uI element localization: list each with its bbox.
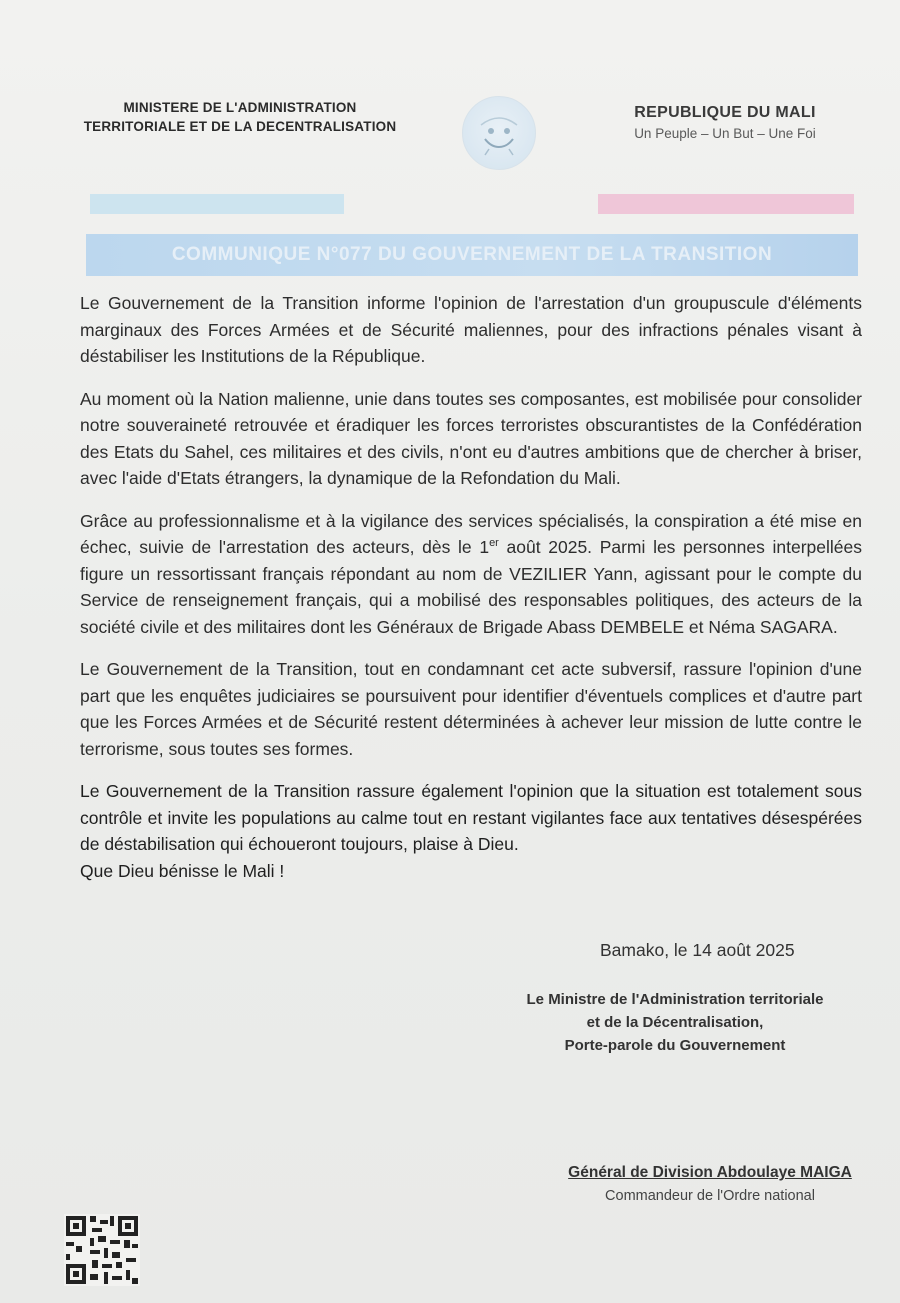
paragraph-3	[80, 508, 862, 641]
republic-header	[600, 104, 850, 141]
communique-title: COMMUNIQUE N°077 DU GOUVERNEMENT DE LA TRANSITION	[171, 244, 773, 265]
ministry-line-1: MINISTERE DE L'ADMINISTRATION	[123, 100, 357, 115]
signatory-line-2: et de la Décentralisation,	[586, 1014, 764, 1031]
paragraph-3-part-b: août 2025. Parmi les personnes interpellées figure un ressortissant français répondant au nom de VEZILIER Yann, agissant pour le compte du Service de renseignement français, qui a mobilisé des responsables politiques, des acteurs de la société civile et des militaires dont les Généraux de Brigade Abass DEMBELE et Néma SAGARA.	[80, 537, 862, 637]
signatory-line-1: Le Ministre de l'Administration territoriale	[526, 991, 824, 1008]
signatory-line-3: Porte-parole du Gouvernement	[564, 1037, 786, 1054]
flag-bar-left	[90, 194, 344, 214]
signer-block	[540, 1164, 880, 1204]
ministry-line-2: TERRITORIALE ET DE LA DECENTRALISATION	[83, 119, 397, 134]
paragraph-1: Le Gouvernement de la Transition informe l'opinion de l'arrestation d'un groupuscule d'éléments marginaux des Forces Armées et de Sécurité maliennes, pour des infractions pénales visant à déstabiliser les Institutions de la République.	[80, 293, 862, 366]
qr-code-icon	[64, 1214, 140, 1286]
paragraph-3-part-a: Grâce au professionnalisme et à la vigilance des services spécialisés, la conspiration a été mise en échec, suivie de l'arrestation des acteurs, dès le 1	[80, 510, 862, 557]
paragraph-4: Le Gouvernement de la Transition, tout en condamnant cet acte subversif, rassure l'opinion d'une part que les enquêtes judiciaires se poursuivent pour identifier d'éventuels complices et d'autre part que les Forces Armées et de Sécurité restent déterminées à achever leur mission de lutte contre le terrorisme, sous toutes ses formes.	[80, 659, 862, 759]
paragraph-5: Le Gouvernement de la Transition rassure également l'opinion que la situation est totalement sous contrôle et invite les populations au calme tout en restant vigilantes face aux tentatives désespérées de déstabilisation qui échoueront toujours, plaise à Dieu.	[80, 781, 862, 854]
signatory-block	[490, 988, 860, 1057]
republic-name: REPUBLIQUE DU MALI	[634, 104, 816, 121]
signer-title: Commandeur de l'Ordre national	[605, 1188, 815, 1204]
republic-motto: Un Peuple – Un But – Une Foi	[634, 126, 816, 141]
ordinal-superscript: er	[489, 537, 499, 550]
communique-body	[80, 290, 862, 884]
title-banner	[86, 234, 858, 276]
flag-bar-right	[598, 194, 854, 214]
signer-name: Général de Division Abdoulaye MAIGA	[568, 1164, 852, 1181]
paragraph-2: Au moment où la Nation malienne, unie dans toutes ses composantes, est mobilisée pour consolider notre souveraineté retrouvée et éradiquer les forces terroristes obscurantistes de la Confédération des Etats du Sahel, ces militaires et des civils, n'ont eu d'autres ambitions que de chercher à briser, avec l'aide d'Etats étrangers, la dynamique de la Refondation du Mali.	[80, 388, 862, 488]
blessing-line: Que Dieu bénisse le Mali !	[80, 860, 285, 881]
ministry-header	[70, 98, 410, 136]
coat-of-arms-icon	[462, 96, 536, 170]
dateline: Bamako, le 14 août 2025	[600, 940, 795, 960]
